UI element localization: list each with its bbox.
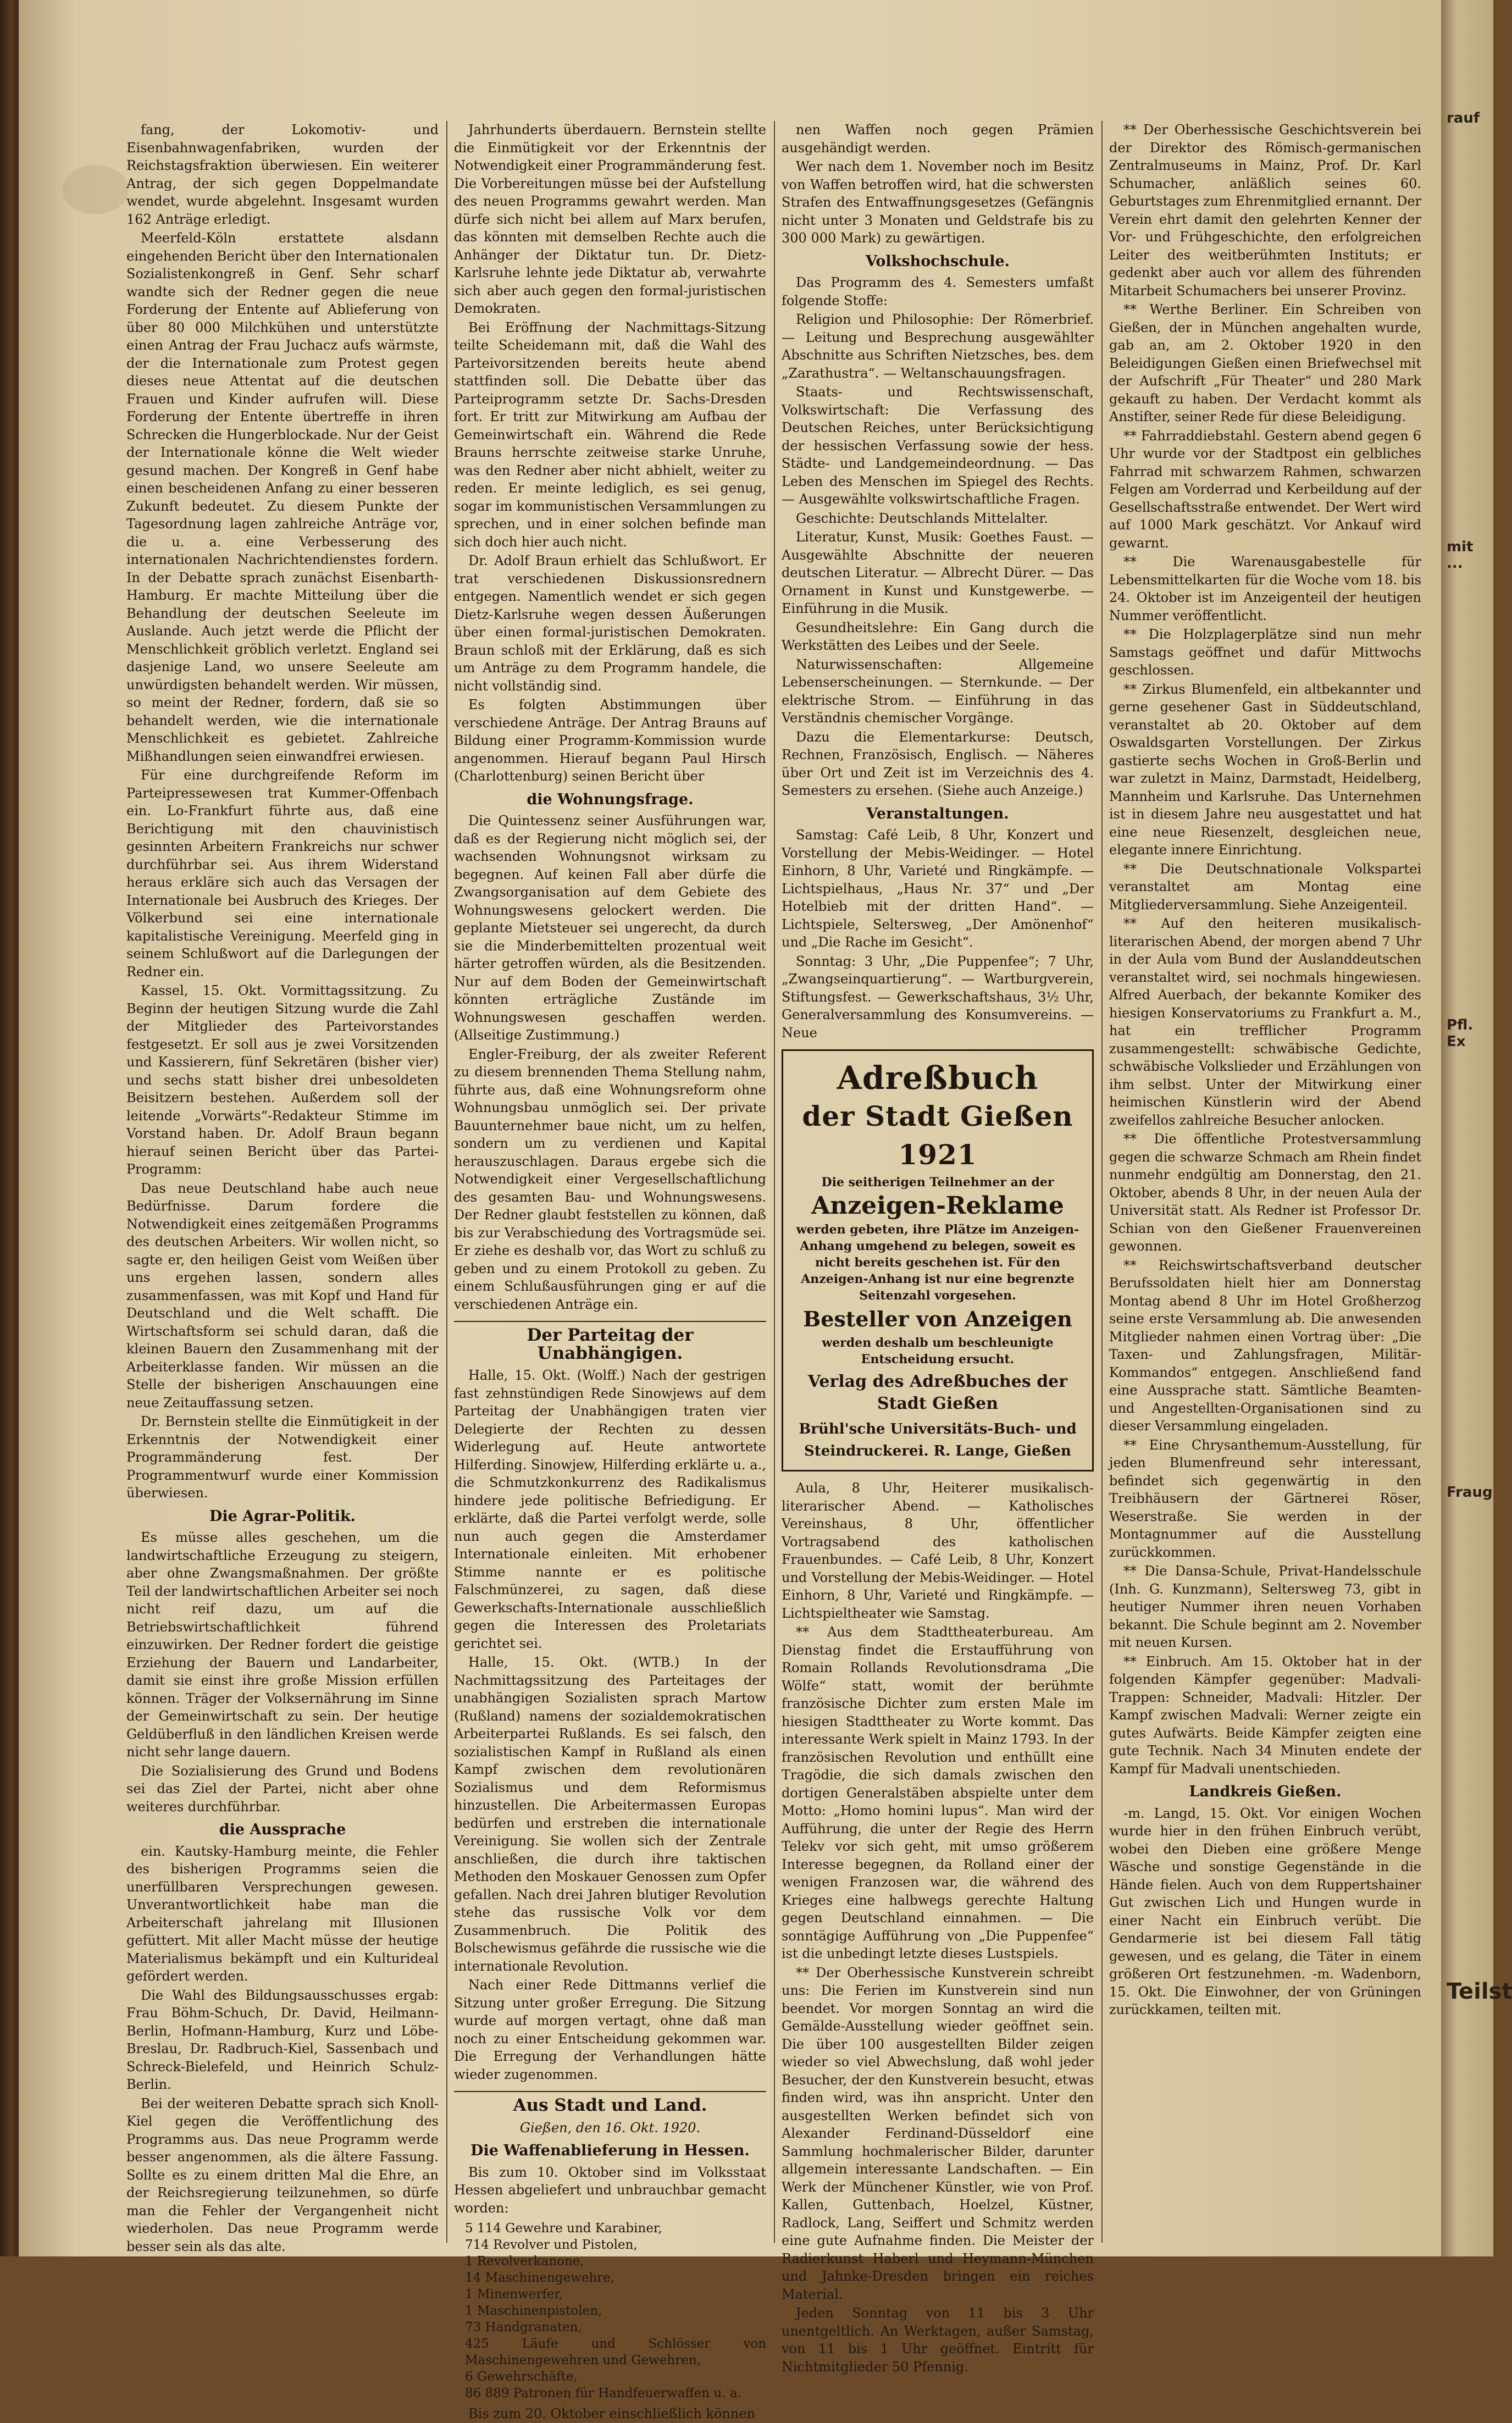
paragraph: Bis zum 20. Oktober einschließlich können [468,2406,756,2421]
paragraph: Dr. Bernstein stellte die Einmütigkeit in der Erkenntnis der Notwendigkeit einer Programmänderung fest. Der Programmentwurf wurde einer Kommission überwiesen. [126,1414,439,1501]
ad-headline: Besteller von Anzeigen [803,1307,1072,1331]
column-1 [126,121,439,2254]
paragraph: Halle, 15. Okt. (WTB.) In der Nachmittagssitzung des Parteitages der unabhängigen Sozialisten sprach Martow (Rußland) namens der sozialdemokratischen Arbeiterpartei Rußlands. Es sei falsch, den sozialistischen Kampf in Rußland als einen Kampf zwischen dem revolutionären Sozialismus und dem Reformismus hinzustellen. Die Arbeitermassen Europas bedürfen und erstreben die internationale Vereinigung. Sie wollen sich der Zentrale anschließen, die durch ihre taktischen Methoden den Moskauer Genossen zum Opfer gefallen. Nach drei Jahren blutiger Revolution stehe das russische Volk vor dem Zusammenbruch. Die Politik des Bolschewismus gefährde die russische wie die internationale Revolution. [454,1655,766,1974]
column-rule [446,121,447,2243]
paragraph: Dr. Adolf Braun erhielt das Schlußwort. Er trat verschiedenen Diskussionsrednern entgegen. Namentlich wendet er sich gegen Dietz-Karlsruhe wegen dessen Äußerungen über einen formal-juristischen Demokraten. Braun schloß mit der Erklärung, daß es sich um Anträge zu dem Programm handele, die nicht vollständig sind. [454,553,766,694]
paragraph: Bei Eröffnung der Nachmittags-Sitzung teilte Scheidemann mit, daß die Wahl des Parteivorsitzenden bereits heute abend stattfinden soll. Die Debatte über das Parteiprogramm setzte Dr. Sachs-Dresden fort. Er tritt zur Mitwirkung am Aufbau der Gemeinwirtschaft ein. Während die Rede Brauns herrschte zeitweise starke Unruhe, was den Redner aber nicht abhielt, weiter zu reden. Er meinte lediglich, es sei genug, sogar im kommunistischen Versammlungen zu sprechen, und in einer solchen befinde man sich doch hier auch nicht. [454,319,766,550]
paragraph: ** Der Oberhessische Kunstverein schreibt uns: Die Ferien im Kunstverein sind nun beendet. Vor morgen Sonntag an wird die Gemälde-Ausstellung wieder geöffnet sein. Die über 100 ausgestellten Bilder zeigen wieder so viel Abwechslung, daß wohl jeder Besucher, der den Kunstverein besucht, etwas finden wird, was ihn anspricht. Unter den ausgestellten Werken befindet sich von Alexander Ferdinand-Düsseldorf eine Sammlung hochmalerischer Bilder, darunter allgemein interessante Landschaften. — Ein Werk der Münchener Künstler, wie von Prof. Kallen, Guttenbach, Hoelzel, Küstner, Radlock, Lang, Seiffert und Schmitz werden eine gute Aufnahme finden. Die Meister der Radierkunst Haberl und Heymann-München und Jahnke-Dresden bringen ein reiches Material. [782,1965,1094,2302]
paragraph: ein. Kautsky-Hamburg meinte, die Fehler des bisherigen Programms seien die unerfüllbaren Versprechungen gewesen. Unverantwortlichkeit habe man die Arbeiterschaft jahrelang mit Illusionen gefüttert. Mit aller Macht müsse der heutige Materialismus bekämpft und ein Kulturideal gefördert werden. [126,1843,439,1984]
paragraph: Das neue Deutschland habe auch neue Bedürfnisse. Darum fordere die Notwendigkeit eines zeitgemäßen Programms des deutschen Arbeiters. Wir wollen nicht, so sagte er, den heiligen Geist vom Weißen über uns ergehen lassen, sondern alles zusammenfassen, was mit Kopf und Hand für Deutschland und die Welt schafft. Die Wirtschaftsform sei schuld daran, daß die kleinen Bauern den Zusammenhang mit der Arbeiterklasse fanden. Wir müssen an die Stelle der bisherigen Anschauungen eine neue Zeitauffassung setzen. [126,1180,439,1410]
paragraph: Die Quintessenz seiner Ausführungen war, daß es der Regierung nicht möglich sei, der wachsenden Wohnungsnot wirksam zu begegnen. Auf keinen Fall aber dürfe die Zwangsorganisation auf dem Gebiete des Wohnungswesens gelockert werden. Die geplante Mietsteuer sei ungerecht, da durch sie die Minderbemittelten prozentual weit härter getroffen würden, als die Besitzenden. Nur auf dem Boden der Gemeinwirtschaft könnten erträgliche Zustände im Wohnungswesen geschaffen werden. (Allseitige Zustimmung.) [454,813,766,1043]
paragraph: ** Zirkus Blumenfeld, ein altbekannter und gerne gesehener Gast in Süddeutschland, veranstaltet ab 20. Oktober auf dem Oswaldsgarten Vorstellungen. Der Zirkus gastierte sechs Wochen in Groß-Berlin und war zuletzt in Mainz, Darmstadt, Heidelberg, Mannheim und Karlsruhe. Das Unternehmen ist in diesem Jahre neu ausgestattet und hat eine neue Riesenzelt, desgleichen neue, elegante innere Einrichtung. [1109,681,1421,858]
column-rule [1101,121,1103,2243]
section-heading: Die Agrar-Politik. [209,1507,356,1525]
column-2 [454,121,766,2421]
column-rule [774,121,775,2243]
list-item: 73 Handgranaten, [465,2320,582,2335]
paragraph: Bei der weiteren Debatte sprach sich Knoll-Kiel gegen die Veröffentlichung des Programms aus. Das neue Programm werde besser angenommen, als die ältere Fassung. Sollte es zu einem dritten Mal die Ehre, an der Reichsregierung teilzunehmen, so dürfe man die Fehler der Vergangenheit nicht wiederholen. Das neue Programm werde besser sein als das alte. [126,2095,439,2254]
section-heading: die Wohnungsfrage. [527,790,694,808]
paragraph: ** Die öffentliche Protestversammlung gegen die schwarze Schmach am Rhein findet nunmehr endgültig am Donnerstag, den 21. Oktober, abends 8 Uhr, in der neuen Aula der Universität statt. Als Redner ist Professor Dr. Schian von den Gießener Frauenvereinen gewonnen. [1109,1131,1421,1254]
paragraph: Die Wahl des Bildungsausschusses ergab: Frau Böhm-Schuch, Dr. David, Heilmann-Berlin, Hofmann-Hamburg, Kurz und Löbe-Breslau, Dr. Radbruch-Kiel, Sassenbach und Schreck-Bielefeld, und Heinrich Schulz-Berlin. [126,1987,439,2092]
column-3 [782,121,1094,2375]
paragraph: ** Reichswirtschaftsverband deutscher Berufssoldaten hielt hier am Donnerstag Montag abend 8 Uhr im Hotel Großherzog seine erste Versammlung ab. Die anwesenden Mitglieder nahmen einen Vortrag über: „Die Taxen- und Zahlungsfragen, Militär-Kommandos“ entgegen. Anschließend fand eine Aussprache statt. Sämtliche Beamten- und Angestellten-Organisationen sind zu dieser Versammlung eingeladen. [1109,1257,1421,1434]
list-item: 1 Maschinenpistolen, [465,2304,602,2318]
article-title: Der Parteitag der Unabhängigen. [454,1321,766,1362]
list-item: 1 Revolverkanone, [465,2254,584,2269]
list-item: 86 889 Patronen für Handfeuerwaffen u. a. [465,2386,741,2400]
paragraph: Bis zum 10. Oktober sind im Volksstaat Hessen abgeliefert und unbrauchbar gemacht worden: [454,2164,766,2216]
paragraph: Engler-Freiburg, der als zweiter Referent zu diesem brennenden Thema Stellung nahm, führte aus, daß eine Wohnungsreform ohne Wohnungsbau unmöglich sei. Der private Bauunternehmer baue nicht, um zu helfen, sondern um zu verdienen und Kapital herauszuschlagen. Daraus ergebe sich die Notwendigkeit einer Vergesellschaftlichung des gesamten Bau- und Wohnungswesens. Der Redner glaubt feststellen zu können, daß bis zur Verabschiedung des Vortragsmüde sei. Er ziehe es deshalb vor, das Wort zu schluß zu geben und zu einem Protokoll zu geben. Zu einem Schlußausführungen ging er auf die verschiedenen Anträge ein. [454,1046,766,1312]
paragraph: Nach einer Rede Dittmanns verlief die Sitzung unter großer Erregung. Die Sitzung wurde auf morgen vertagt, ohne daß man noch zu einer Entscheidung gekommen war. Die Erregung der Verhandlungen hätte wieder zugenommen. [454,1977,766,2082]
paragraph: ** Einbruch. Am 15. Oktober hat in der folgenden Kämpfer gegenüber: Madvali-Trappen: Schneider, Madvali: Hitzler. Der Kampf zwischen Madvali: Werner zeigte ein gutes Aufwärts. Beide Kämpfer zeigten eine gute Technik. Nach 34 Minuten endete der Kampf für Madvali unentschieden. [1109,1653,1421,1777]
paragraph: Kassel, 15. Okt. Vormittagssitzung. Zu Beginn der heutigen Sitzung wurde die Zahl der Mitglieder des Parteivorstandes festgesetzt. Er soll aus je zwei Vorsitzenden und Kassierern, fünf Sekretären (bisher vier) und sechs statt bisher drei unbesoldeten Beisitzern bestehen. Außerdem soll der leitende „Vorwärts“-Redakteur Stimme im Vorstand haben. Dr. Adolf Braun begann hierauf seinen Bericht über das Partei-Programm: [126,983,439,1177]
list-item: 714 Revolver und Pistolen, [465,2238,638,2252]
ad-text: werden gebeten, ihre Plätze im Anzeigen-Anhang umgehend zu belegen, soweit es nicht bereits geschehen ist. Für den Anzeigen-Anhang ist nur eine begrenzte Seitenzahl vorgesehen. [796,1222,1079,1303]
ad-subtitle: der Stadt Gießen 1921 [802,1100,1073,1171]
paragraph: Literatur, Kunst, Musik: Goethes Faust. — Ausgewählte Abschnitte der neueren deutschen Literatur. — Albrecht Dürer. — Das Ornament in Kunst und Kunstgewerbe. — Einführung in die Musik. [782,529,1094,616]
paper-stain [63,165,129,214]
ad-title: Adreßbuch [837,1059,1039,1097]
paragraph: Aula, 8 Uhr, Heiterer musikalisch-literarischer Abend. — Katholisches Vereinshaus, 8 Uhr, öffentlicher Vortragsabend des katholischen Frauenbundes. — Café Leib, 8 Uhr, Konzert und Vorstellung der Mebis-Weidinger. — Hotel Einhorn, 8 Uhr, Varieté und Ringkämpfe. — Lichtspieltheater wie Samstag. [782,1480,1094,1621]
paragraph: Naturwissenschaften: Allgemeine Lebenserscheinungen. — Sternkunde. — Der elektrische Strom. — Einführung in das Verständnis chemischer Vorgänge. [782,656,1094,726]
paragraph: Für eine durchgreifende Reform im Parteipressewesen trat Kummer-Offenbach ein. Lo-Frankfurt führte aus, daß eine Berichtigung mit den chauvinistisch gesinnten Arbeitern Frankreichs nur schwer durchführbar sei. Aus ihrem Widerstand heraus erkläre sich auch das Versagen der Internationale bei Ausbruch des Krieges. Der Völkerbund sei eine internationale kapitalistische Vereinigung. Meerfeld ging in seinem Schlußwort auf die Darlegungen der Redner ein. [126,767,439,980]
ad-headline: Anzeigen-Reklame [811,1192,1064,1220]
paragraph: Es müsse alles geschehen, um die landwirtschaftliche Erzeugung zu steigern, aber ohne Zwangsmaßnahmen. Der größte Teil der landwirtschaftlichen Arbeiter sei noch nicht reif dazu, um auf die Betriebswirtschaftlichkeit führend einzuwirken. Der Redner fordert die geistige Erziehung der Bauern und Landarbeiter, damit sie einst ihre große Mission erfüllen können. Träger der Volksernährung im Sinne der Gemeinwirtschaft zu sein. Der heutige Geldüberfluß in den ländlichen Kreisen werde nicht sehr lange dauern. [126,1530,439,1760]
paragraph: Staats- und Rechtswissenschaft, Volkswirtschaft: Die Verfassung des Deutschen Reiches, unter Berücksichtigung der hessischen Verfassung sowie der hess. Städte- und Landgemeindeordnung. — Das Leben des Menschen im Spiegel des Rechts. — Ausgewählte volkswirtschaftliche Fragen. [782,384,1094,507]
section-heading: Die Waffenablieferung in Hessen. [470,2142,750,2159]
paragraph: Das Programm des 4. Semesters umfaßt folgende Stoffe: [782,275,1094,308]
paragraph: Jeden Sonntag von 11 bis 3 Uhr unentgeltlich. An Werktagen, außer Samstag, von 11 bis 1 Uhr geöffnet. Eintritt für Nichtmitglieder 50 Pfennig. [782,2305,1094,2375]
paragraph: Es folgten Abstimmungen über verschiedene Anträge. Der Antrag Brauns auf Bildung einer Programm-Kommission wurde angenommen. Hierauf begann Paul Hirsch (Charlottenburg) seinen Bericht über [454,697,766,784]
adjacent-page-edge [1441,0,1512,2256]
ad-text: werden deshalb um beschleunigte Entscheidung ersucht. [822,1336,1054,1367]
paragraph: Meerfeld-Köln erstattete alsdann eingehenden Bericht über den Internationalen Sozialistenkongreß in Genf. Sehr scharf wandte sich der Redner gegen die neue Forderung der Entente auf Ablieferung von über 80 000 Milchkühen und unterstützte einen Antrag der Frau Juchacz aufs wärmste, der die Internationale zum Protest gegen dieses neue Attentat auf die deutschen Frauen und Kinder aufrufen will. Diese Forderung der Entente übertreffe in ihren Schrecken die Hungerblockade. Nur der Geist der Internationale könne die Welt wieder gesund machen. Der Kongreß in Genf habe einen bescheidenen Anfang zu einer besseren Zukunft bedeutet. Zu diesem Punkte der Tagesordnung lagen zahlreiche Anträge vor, die u. a. eine Verbesserung des internationalen Nachrichtendienstes fordern. In der Debatte sprach zunächst Eisenbarth-Hamburg. Er machte Mitteilung über die Behandlung der deutschen Seeleute im Auslande. Auch jetzt werde die Pflicht der Menschlichkeit gröblich verletzt. England sei dasjenige Land, wo unsere Seeleute am unwürdigsten behandelt werden. Wir müssen, so meint der Redner, fordern, daß sie so behandelt werden, wie die internationale Menschlichkeit es gebietet. Zahlreiche Mißhandlungen seien einwandfrei erwiesen. [126,230,439,764]
paragraph: Die Sozialisierung des Grund und Bodens sei das Ziel der Partei, nicht aber ohne weiteres durchführbar. [126,1763,439,1815]
list-item: 5 114 Gewehre und Karabiner, [465,2221,662,2236]
dateline: Gießen, den 16. Okt. 1920. [519,2120,701,2136]
paragraph: ** Auf den heiteren musikalisch-literarischen Abend, der morgen abend 7 Uhr in der Aula vom Bund der Auslanddeutschen veranstaltet wird, sei nochmals hingewiesen. Alfred Auerbach, der bekannte Komiker des hiesigen Konservatoriums zu Frankfurt a. M., hat ein trefflicher Programm zusammengestellt: schwäbische Gedichte, schwäbische Volkslieder und Erzählungen von ihm selbst. Unter der Mitwirkung einer heimischen Künstlerin wird der Abend zweifellos zahlreiche Besucher anlocken. [1109,916,1421,1128]
edge-text-fragment: rauf [1447,110,1480,126]
edge-text-fragment: mit ... [1447,539,1474,572]
paragraph: -m. Langd, 15. Okt. Vor einigen Wochen wurde hier in den frühen Einbruch verübt, wobei den Dieben eine größere Menge Wäsche und sonstige Gegenstände in die Hände fielen. Auch von dem Ruppertshainer Gut zwischen Lich und Hungen wurde in einer Nacht ein Einbruch verübt. Die Gendarmerie ist bei diesem Fall tätig gewesen, und es gelang, die Täter in einem größeren Ort festzunehmen. -m. Wadenborn, 15. Okt. Die Einwohner, der von Grüningen zurückkamen, teilten mit. [1109,1805,1421,2017]
paragraph: nen Waffen noch gegen Prämien ausgehändigt werden. [782,122,1094,156]
list-item: 425 Läufe und Schlösser von Maschinengewehren und Gewehren, [465,2337,766,2367]
weapons-list [465,2220,766,2402]
paragraph: fang, der Lokomotiv- und Eisenbahnwagenfabriken, wurden der Reichstagsfraktion überwiesen. Ein weiterer Antrag, der sich gegen Doppelmandate wendet, wurde abgelehnt. Insgesamt wurden 162 Anträge erledigt. [126,122,439,227]
adressbuch-advertisement [782,1049,1094,1471]
list-item: 14 Maschinengewehre, [465,2271,615,2285]
column-4 [1109,121,1421,2237]
ad-publisher: Verlag des Adreßbuches der Stadt Gießen [807,1372,1068,1413]
edge-text-fragment: Pfl. Ex [1447,1017,1474,1050]
list-item: 1 Minenwerfer, [465,2287,563,2302]
section-heading: die Aussprache [219,1821,346,1838]
paragraph: ** Aus dem Stadttheaterbureau. Am Dienstag findet die Erstaufführung von Romain Rollands Revolutionsdrama „Die Wölfe“ statt, womit der berühmte französische Dichter zum ersten Male im hiesigen Stadttheater zu Worte kommt. Das interessante Werk spielt in Mainz 1793. In der französischen Revolution und enthüllt eine Tragödie, die sich damals zwischen den dortigen Generalstäben abspielte unter dem Motto: „Homo homini lupus“. Man wird der Aufführung, die unter der Regie des Herrn Telekv vor sich geht, mit umso größerem Interesse begegnen, da Rolland einer der wenigen Franzosen war, die während des Krieges eine halbwegs gerechte Haltung gegen Deutschland einnahmen. — Die sonntägige Aufführung von „Die Puppenfee“ ist die unbedingt letzte dieses Lustspiels. [782,1624,1094,1961]
section-heading: Landkreis Gießen. [1189,1783,1342,1800]
paragraph: ** Die Warenausgabestelle für Lebensmittelkarten für die Woche vom 18. bis 24. Oktober ist im Anzeigenteil der heutigen Nummer veröffentlicht. [1109,554,1421,623]
paragraph: Dazu die Elementarkurse: Deutsch, Rechnen, Französisch, Englisch. — Näheres über Ort und Zeit ist im Verzeichnis des 4. Semesters zu ersehen. (Siehe auch Anzeige.) [782,729,1094,798]
section-heading: Volkshochschule. [865,252,1010,270]
edge-text-fragment: Teilst [1447,1979,1512,2004]
ad-text: Die seitherigen Teilnehmer an der [821,1175,1054,1190]
paragraph: ** Die Holzplagerplätze sind nun mehr Samstags geöffnet und dafür Mittwochs geschlossen. [1109,627,1421,678]
paragraph: Religion und Philosophie: Der Römerbrief. — Leitung und Besprechung ausgewählter Abschnitte aus Schriften Nietzsches, bes. dem „Zarathustra“. — Weltanschauungsfragen. [782,312,1094,381]
paragraph: Geschichte: Deutschlands Mittelalter. [796,510,1048,526]
paragraph: Halle, 15. Okt. (Wolff.) Nach der gestrigen fast zehnstündigen Rede Sinowjews auf dem Parteitag der Unabhängigen traten vier Delegierte der Rechten zu dessen Widerlegung auf. Heute antwortete Hilferding. Sinowjew, Hilferding erklärte u. a., die Schmutzkonkurrenz des Radikalismus hindere jede politische Befriedigung. Er erklärte, daß die Partei verfolgt werde, solle nun auch gegen die Amsterdamer Internationale einleiten. Mit erhobener Stimme nannte er es politische Falschmünzerei, zu sagen, daß diese Gewerkschafts-Internationale ausschließlich gegen die Interessen des Proletariats gerichtet sei. [454,1368,766,1651]
paragraph: ** Der Oberhessische Geschichtsverein bei der Direktor des Römisch-germanischen Zentralmuseums in Mainz, Prof. Dr. Karl Schumacher, anläßlich seines 60. Geburtstages zum Ehrenmitglied ernannt. Der Verein ehrt damit den gelehrten Kenner der Vor- und Frühgeschichte, den erfolgreichen Leiter des weitberühmten Instituts; er gedenkt aber auch vor allem des führenden Mitarbeit Schumachers bei unserer Provinz. [1109,122,1421,298]
paragraph: Gesundheitslehre: Ein Gang durch die Werkstätten des Leibes und der Seele. [782,619,1094,653]
paragraph: ** Werthe Berliner. Ein Schreiben von Gießen, der in München angehalten wurde, gab an, am 2. Oktober 1920 in den Beleidigungen Gießen einen Briefwechsel mit der Aufschrift „Für Theater“ und 280 Mark gekauft zu haben. Der Verdacht kommt als Anstifter, seiner Rede für diese Beleidigung. [1109,302,1421,424]
newspaper-page [19,0,1441,2421]
paragraph: Samstag: Café Leib, 8 Uhr, Konzert und Vorstellung der Mebis-Weidinger. — Hotel Einhorn, 8 Uhr, Varieté und Ringkämpfe. — Lichtspielhaus, „Haus Nr. 37“ und „Der Hotelbieb mit der dritten Hand“. — Lichtspiele, Seltersweg, „Der Amönenhof“ und „Die Rache im Gesicht“. [782,827,1094,950]
book-binding [0,0,19,2256]
section-heading: Veranstaltungen. [866,805,1009,822]
list-item: 6 Gewehrschäfte, [465,2370,578,2384]
edge-text-fragment: Fraug [1447,1484,1493,1501]
paragraph: Wer nach dem 1. November noch im Besitz von Waffen betroffen wird, hat die schwersten Strafen des Entwaffnungsgesetzes (Gefängnis nicht unter 3 Monaten und Geldstrafe bis zu 300 000 Mark) zu gewärtigen. [782,159,1094,246]
paragraph: ** Die Deutschnationale Volkspartei veranstaltet am Montag eine Mitgliederversammlung. Siehe Anzeigenteil. [1109,861,1421,912]
paragraph: ** Die Dansa-Schule, Privat-Handelsschule (Inh. G. Kunzmann), Seltersweg 73, gibt in heutiger Nummer ihren neuen Vorhaben bekannt. Die Schule beginnt am 2. November mit neuen Kursen. [1109,1563,1421,1650]
paragraph: Jahrhunderts überdauern. Bernstein stellte die Einmütigkeit vor der Erkenntnis der Notwendigkeit einer Programmänderung fest. Die Vorbereitungen müsse bei der Aufstellung des neuen Programms gewahrt werden. Man dürfe sich nicht bei allem auf Marx berufen, das könnten mit demselben Rechte auch die Anhänger der Diktatur tun. Dr. Dietz-Karlsruhe lehnte jede Diktatur ab, verwahrte sich aber auch gegen den formal-juristischen Demokraten. [454,122,766,316]
paragraph: Sonntag: 3 Uhr, „Die Puppenfee“; 7 Uhr, „Zwangseinquartierung“. — Wartburgverein, Stiftungsfest. — Gewerkschaftshaus, 3½ Uhr, Generalversammlung des Konsumvereins. — Neue [782,953,1094,1041]
ad-printer: Brühl'sche Universitäts-Buch- und Steindruckerei. R. Lange, Gießen [799,1421,1077,1459]
article-title: Aus Stadt und Land. [454,2091,766,2115]
paragraph: ** Fahrraddiebstahl. Gestern abend gegen 6 Uhr wurde vor der Stadtpost ein gelbliches Fahrrad mit schwarzem Rahmen, schwarzen Felgen am Vorderrad und Kerbeildung auf der Gesellschaftsstraße entwendet. Der Wert wird auf 1000 Mark geschätzt. Vor Ankauf wird gewarnt. [1109,428,1421,551]
paragraph: ** Eine Chrysanthemum-Ausstellung, für jeden Blumenfreund sehr interessant, befindet sich gegenwärtig in den Treibhäusern der Gärtnerei Röser, Weserstraße. Sie werden in der Montagnummer auf die Ausstellung zurückkommen. [1109,1437,1421,1560]
